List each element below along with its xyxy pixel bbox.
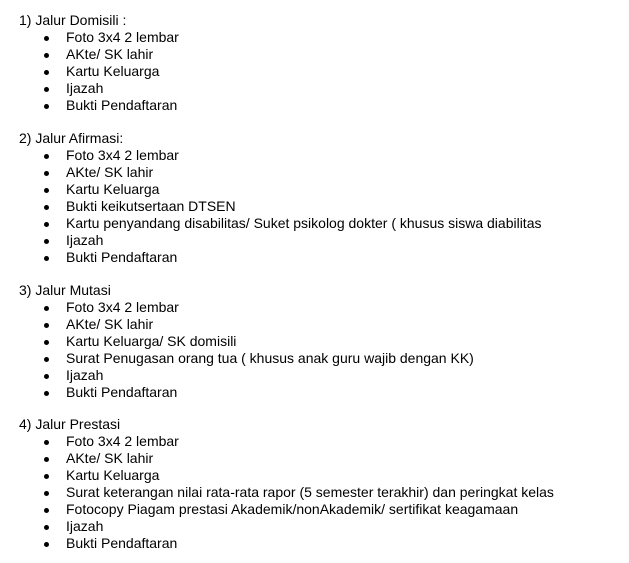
requirements-list — [0, 433, 629, 552]
list-item — [0, 80, 629, 97]
bullet-icon — [44, 491, 49, 496]
list-item-text: Bukti Pendaftaran — [66, 97, 178, 113]
bullet-icon — [44, 53, 49, 58]
list-item-text: AKte/ SK lahir — [66, 164, 154, 180]
list-item — [0, 350, 629, 367]
list-item-text: Surat keterangan nilai rata-rata rapor (5 semester terakhir) dan peringkat kelas — [66, 484, 554, 500]
list-item-text: Ijazah — [66, 367, 104, 383]
list-item-text: Ijazah — [66, 232, 104, 248]
bullet-icon — [44, 205, 49, 210]
list-item-text: Surat Penugasan orang tua ( khusus anak guru wajib dengan KK) — [66, 350, 474, 366]
bullet-icon — [44, 222, 49, 227]
list-item-text: Foto 3x4 2 lembar — [66, 299, 179, 315]
list-item — [0, 181, 629, 198]
list-item — [0, 29, 629, 46]
list-item-text: Ijazah — [66, 518, 104, 534]
list-item — [0, 63, 629, 80]
list-item — [0, 467, 629, 484]
list-item — [0, 384, 629, 401]
list-item — [0, 433, 629, 450]
list-item-text: AKte/ SK lahir — [66, 450, 154, 466]
section-heading: 4) Jalur Prestasi — [19, 416, 121, 432]
list-item-text: Foto 3x4 2 lembar — [66, 29, 179, 45]
bullet-icon — [44, 440, 49, 445]
bullet-icon — [44, 542, 49, 547]
list-item — [0, 484, 629, 501]
list-item-text: AKte/ SK lahir — [66, 46, 154, 62]
bullet-icon — [44, 154, 49, 159]
requirements-list — [0, 29, 629, 114]
bullet-icon — [44, 306, 49, 311]
bullet-icon — [44, 36, 49, 41]
list-item-text: Bukti Pendaftaran — [66, 535, 178, 551]
bullet-icon — [44, 188, 49, 193]
list-item — [0, 299, 629, 316]
list-item — [0, 450, 629, 467]
list-item — [0, 164, 629, 181]
list-item-text: Kartu Keluarga — [66, 467, 160, 483]
bullet-icon — [44, 391, 49, 396]
list-item — [0, 46, 629, 63]
list-item — [0, 215, 629, 232]
bullet-icon — [44, 457, 49, 462]
bullet-icon — [44, 70, 49, 75]
list-item-text: Ijazah — [66, 80, 104, 96]
bullet-icon — [44, 525, 49, 530]
bullet-icon — [44, 87, 49, 92]
list-item-text: Bukti keikutsertaan DTSEN — [66, 198, 236, 214]
section-heading: 2) Jalur Afirmasi: — [19, 130, 124, 146]
list-item — [0, 232, 629, 249]
list-item — [0, 518, 629, 535]
bullet-icon — [44, 104, 49, 109]
requirements-list — [0, 147, 629, 266]
list-item — [0, 535, 629, 552]
bullet-icon — [44, 474, 49, 479]
bullet-icon — [44, 239, 49, 244]
list-item — [0, 501, 629, 518]
list-item — [0, 147, 629, 164]
list-item-text: Kartu Keluarga/ SK domisili — [66, 333, 237, 349]
list-item — [0, 97, 629, 114]
bullet-icon — [44, 340, 49, 345]
list-item-text: Kartu penyandang disabilitas/ Suket psikolog dokter ( khusus siswa diabilitas — [66, 215, 542, 231]
list-item — [0, 333, 629, 350]
bullet-icon — [44, 508, 49, 513]
list-item-text: Bukti Pendaftaran — [66, 249, 178, 265]
bullet-icon — [44, 374, 49, 379]
list-item — [0, 198, 629, 215]
requirements-list — [0, 299, 629, 401]
list-item — [0, 316, 629, 333]
list-item-text: Fotocopy Piagam prestasi Akademik/nonAkademik/ sertifikat keagamaan — [66, 501, 519, 517]
list-item-text: Foto 3x4 2 lembar — [66, 147, 179, 163]
section-heading: 1) Jalur Domisili : — [19, 12, 127, 28]
list-item-text: Kartu Keluarga — [66, 181, 160, 197]
section-heading: 3) Jalur Mutasi — [19, 282, 111, 298]
list-item — [0, 367, 629, 384]
list-item — [0, 249, 629, 266]
bullet-icon — [44, 323, 49, 328]
list-item-text: Bukti Pendaftaran — [66, 384, 178, 400]
list-item-text: Foto 3x4 2 lembar — [66, 433, 179, 449]
list-item-text: AKte/ SK lahir — [66, 316, 154, 332]
bullet-icon — [44, 171, 49, 176]
bullet-icon — [44, 357, 49, 362]
list-item-text: Kartu Keluarga — [66, 63, 160, 79]
bullet-icon — [44, 256, 49, 261]
